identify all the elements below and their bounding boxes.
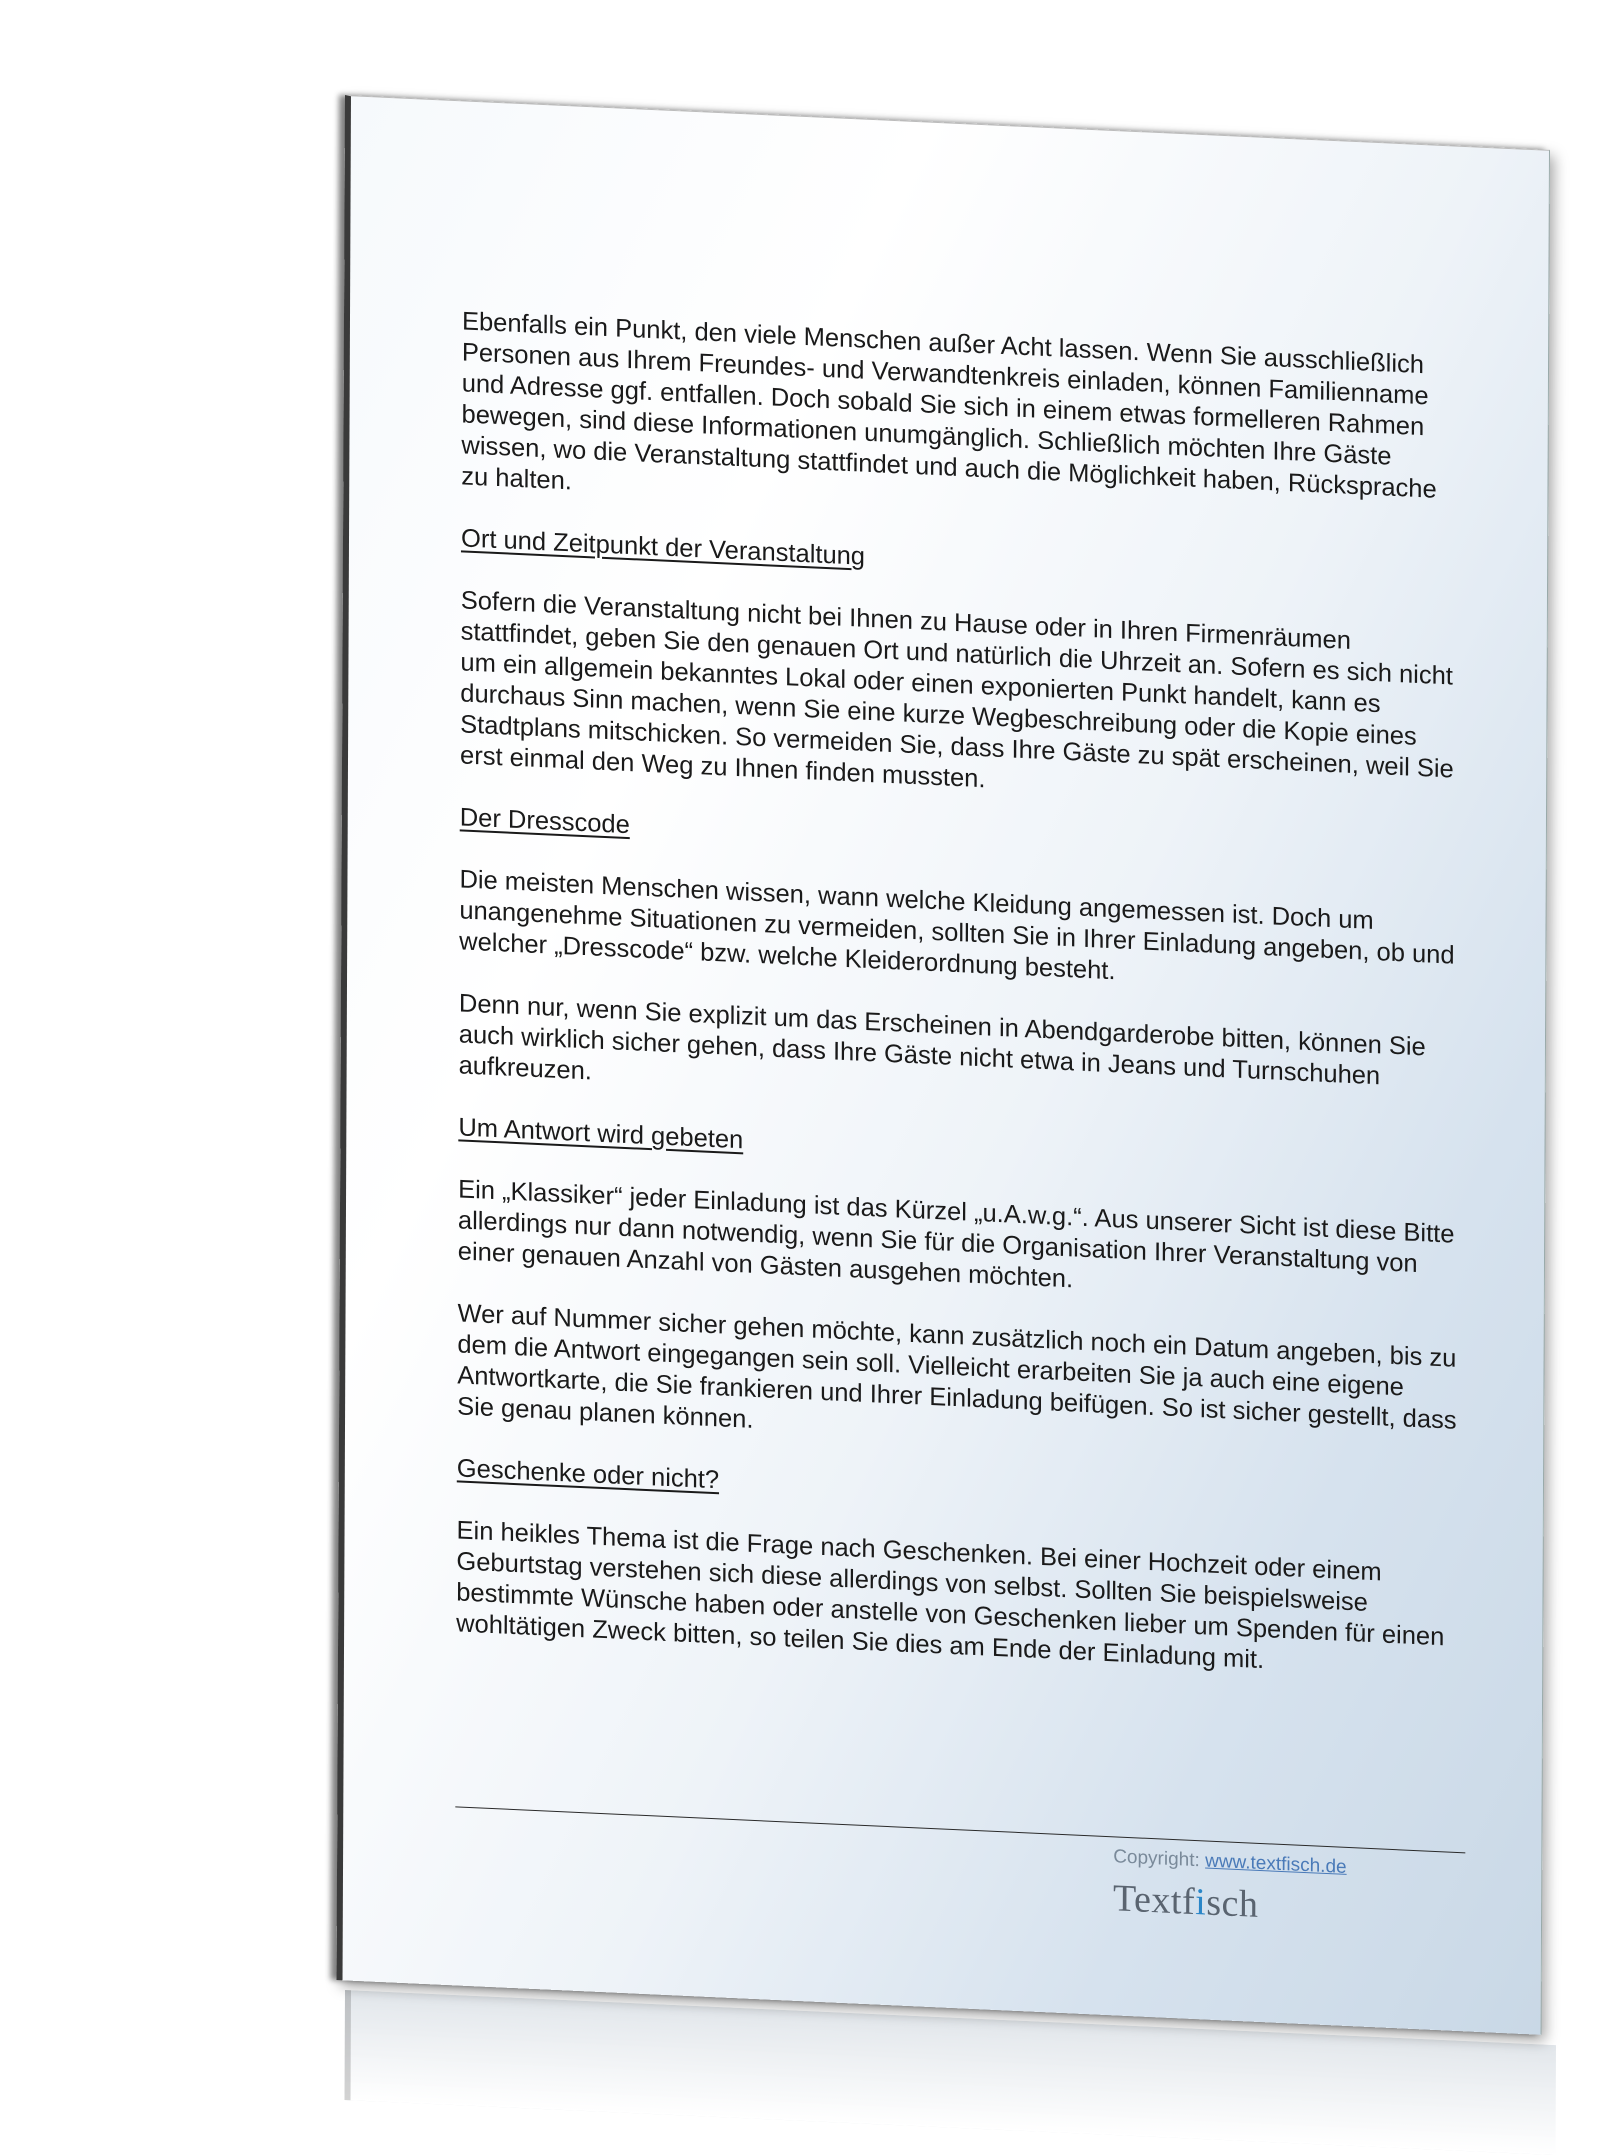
textfisch-logo bbox=[1113, 1876, 1259, 1927]
heading-dresscode: Der Dresscode bbox=[459, 803, 630, 840]
dresscode-paragraph-1: Die meisten Menschen wissen, wann welche Kleidung angemessen ist. Doch um unangenehme Situationen zu vermeiden, sollten Sie in Ihrer Einladung angeben, ob und welcher „Dresscode“ bzw. welche Kleiderordnung besteht. bbox=[459, 865, 1455, 986]
antwort-paragraph-1: Ein „Klassiker“ jeder Einladung ist das Kürzel „u.A.w.g.“. Aus unserer Sicht ist diese Bitte allerdings nur dann notwendig, wenn Sie für die Organisation Ihrer Veranstaltung von einer genauen Anzahl von Gästen ausgehen möchten. bbox=[457, 1175, 1455, 1294]
footer-divider bbox=[455, 1806, 1465, 1853]
brand-text-start: Textf bbox=[1112, 1877, 1196, 1924]
fish-icon: i bbox=[1195, 1881, 1207, 1924]
brand-text-end: sch bbox=[1206, 1881, 1259, 1926]
heading-geschenke: Geschenke oder nicht? bbox=[456, 1454, 720, 1495]
document-page bbox=[337, 95, 1550, 2035]
copyright-notice bbox=[1113, 1846, 1346, 1879]
dresscode-paragraph-2: Denn nur, wenn Sie explizit um das Erscheinen in Abendgarderobe bitten, können Sie auch wirklich sicher gehen, dass Ihre Gäste nicht etwa in Jeans und Turnschuhen aufkreuzen. bbox=[458, 989, 1426, 1091]
ort-paragraph: Sofern die Veranstaltung nicht bei Ihnen zu Hause oder in Ihren Firmenräumen stattfindet, geben Sie den genauen Ort und natürlich die Uhrzeit an. Sofern es sich nicht um ein allgemein bekanntes Lokal oder einen exponierten Punkt handelt, kann es durchaus Sinn machen, wenn Sie eine kurze Wegbeschreibung oder die Kopie eines Stadtplans mitschicken. So vermeiden Sie, dass Ihre Gäste zu spät erscheinen, weil Sie erst einmal den Weg zu Ihnen finden mussten. bbox=[459, 586, 1454, 794]
intro-paragraph: Ebenfalls ein Punkt, den viele Menschen außer Acht lassen. Wenn Sie ausschließlich Personen aus Ihrem Freundes- und Verwandtenkreis einladen, können Familienname und Adresse ggf. entfallen. Doch sobald Sie sich in einem etwas formelleren Rahmen bewegen, sind diese Informationen unumgänglich. Schließlich möchten Ihre Gäste wissen, wo die Veranstaltung stattfindet und auch die Möglichkeit haben, Rücksprache zu halten. bbox=[461, 307, 1437, 504]
copyright-link[interactable]: www.textfisch.de bbox=[1205, 1850, 1347, 1878]
heading-antwort: Um Antwort wird gebeten bbox=[458, 1113, 744, 1155]
copyright-label: Copyright: bbox=[1113, 1846, 1200, 1872]
heading-ort-zeitpunkt: Ort und Zeitpunkt der Veranstaltung bbox=[460, 524, 866, 571]
page-content bbox=[456, 306, 1472, 1716]
geschenke-paragraph: Ein heikles Thema ist die Frage nach Geschenken. Bei einer Hochzeit oder einem Geburtstag verstehen sich diese allerdings von selbst. Sollten Sie beispielsweise bestimmte Wünsche haben oder anstelle von Geschenken lieber um Spenden für einen wohltätigen Zweck bitten, so teilen Sie dies am Ende der Einladung mit. bbox=[456, 1516, 1445, 1675]
antwort-paragraph-2: Wer auf Nummer sicher gehen möchte, kann zusätzlich noch ein Datum angeben, bis zu dem die Antwort eingegangen sein soll. Vielleicht erarbeiten Sie ja auch eine eigene Antwortkarte, die Sie frankieren und Ihrer Einladung beifügen. So ist sicher gestellt, dass Sie genau planen können. bbox=[457, 1299, 1457, 1435]
